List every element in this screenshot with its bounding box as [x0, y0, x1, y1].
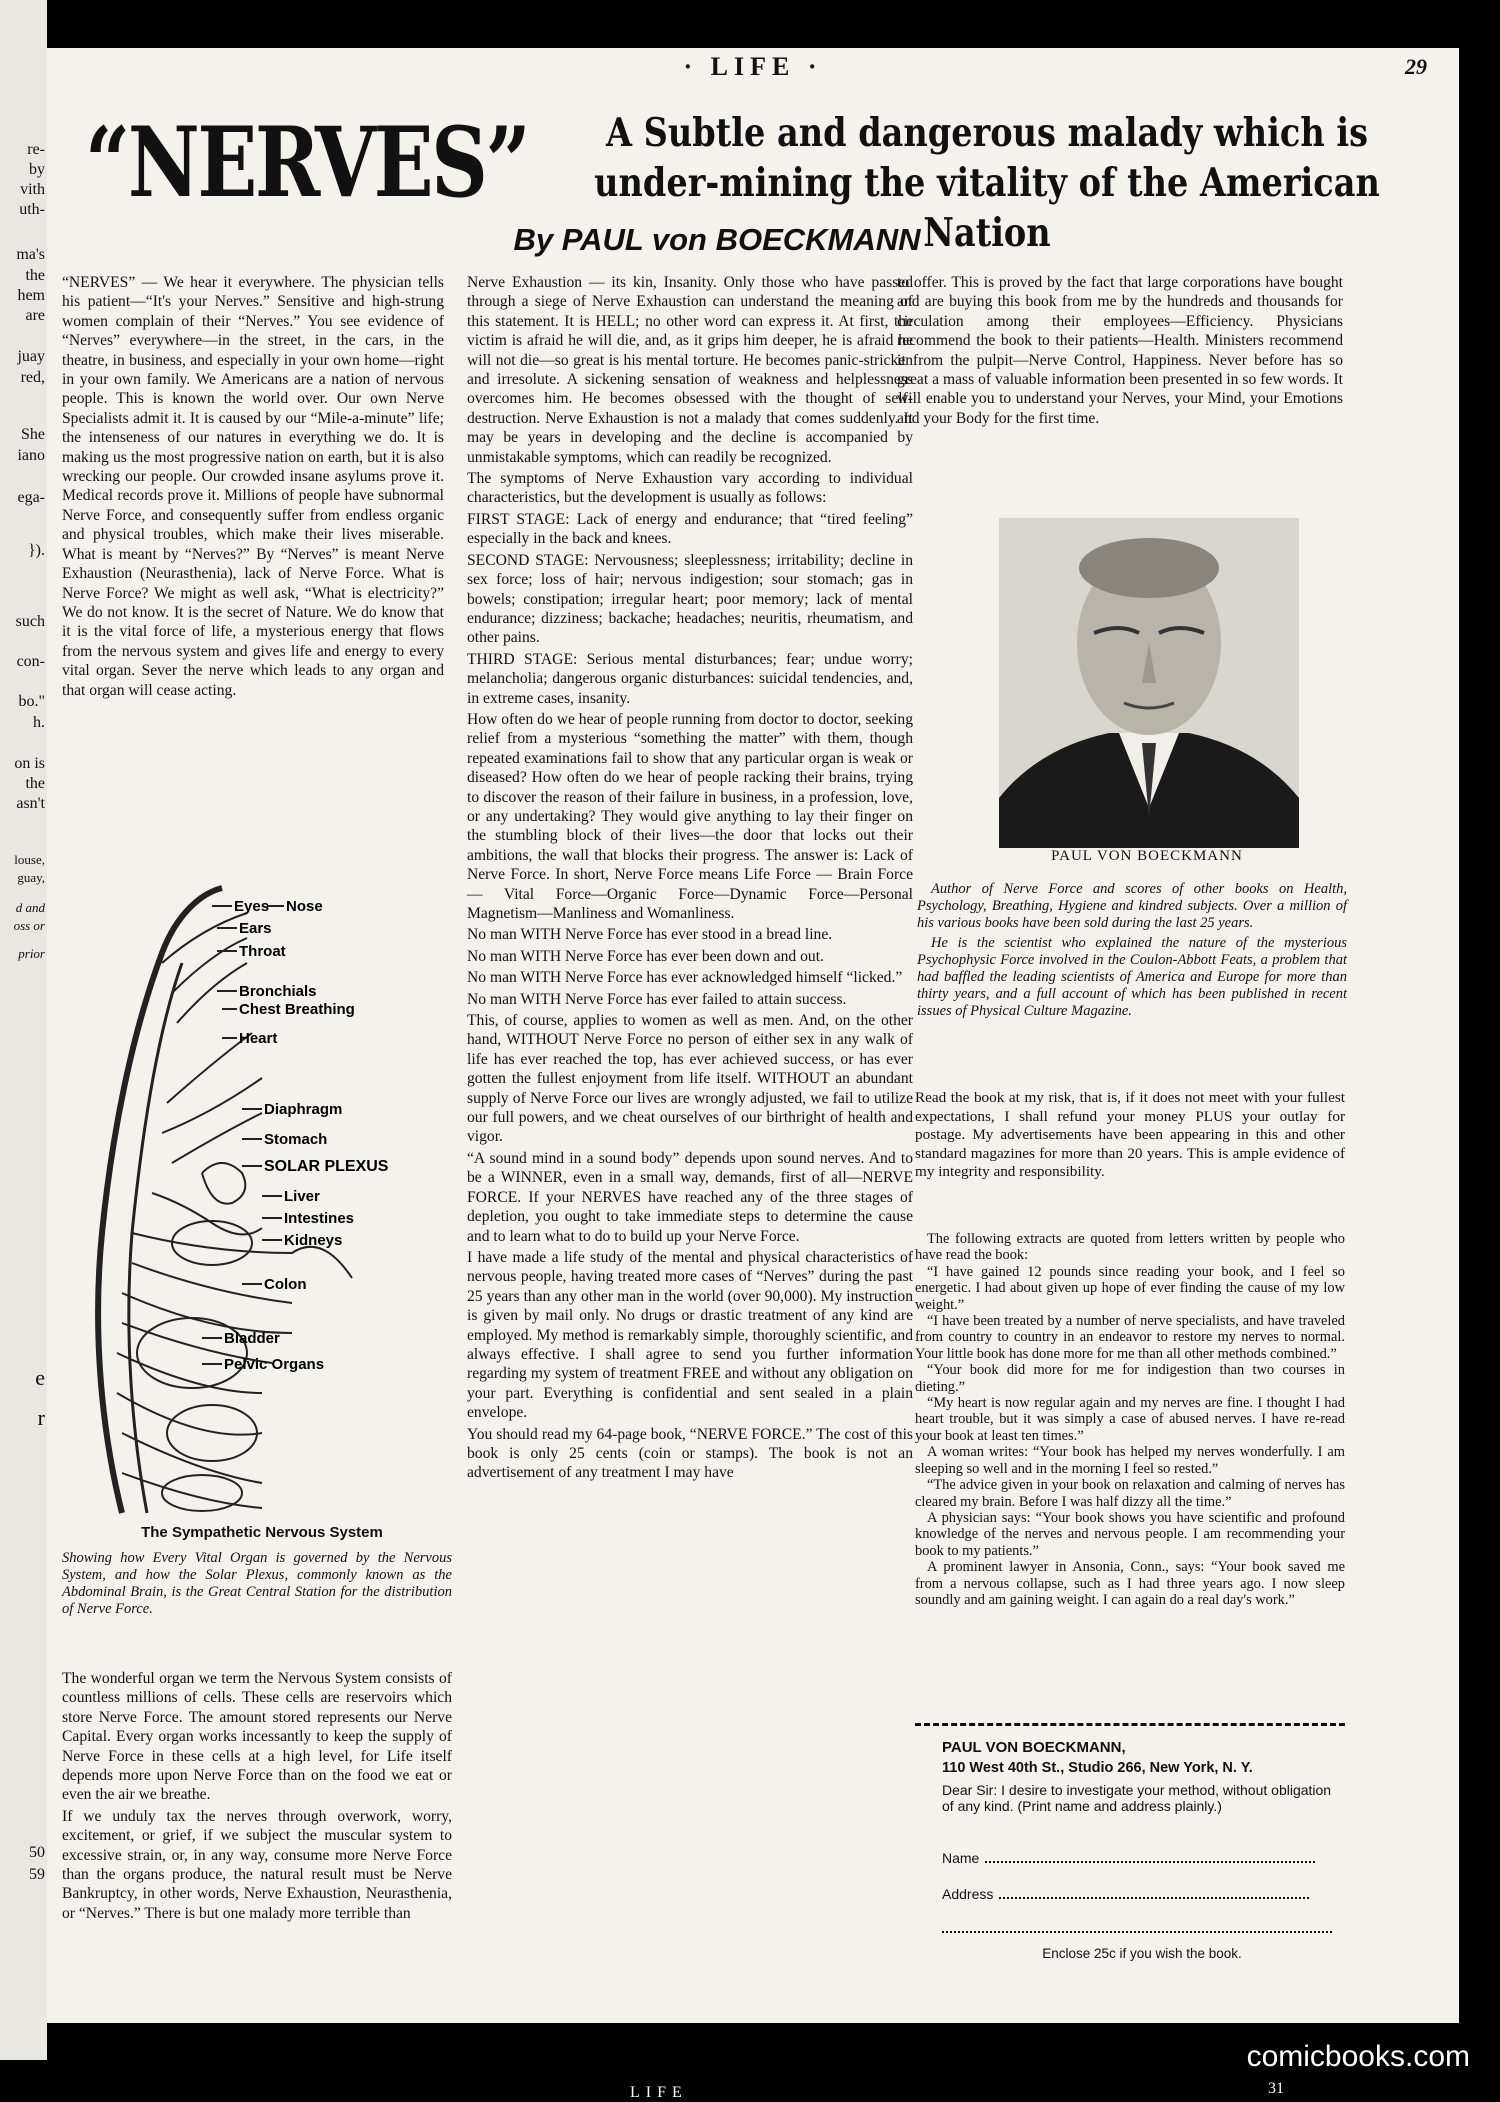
prev-fragment: vith	[20, 181, 45, 198]
paragraph: Read the book at my risk, that is, if it does not meet with your fullest expectations, I shall refund your money PLUS your outlay for postage. My advertisements have been appearing in this and other standard magazines for more than 20 years. This is ample evidence of my integrity and responsibility.	[915, 1089, 1345, 1181]
diagram-label: Bladder	[224, 1330, 280, 1347]
coupon-extra-line	[942, 1920, 1332, 1936]
column-3	[897, 273, 1343, 430]
diagram-caption: Showing how Every Vital Organ is governed by the Nervous System, and how the Solar Plexus, commonly known as the Abdominal Brain, is the Great Central Station for the distribution of Nerve Force.	[62, 1550, 452, 1617]
name-blank-line	[985, 1861, 1315, 1863]
prev-fragment: 59	[29, 1866, 45, 1883]
prev-fragment: asn't	[16, 795, 45, 812]
next-page-head: LIFE	[630, 2084, 688, 2101]
prev-fragment: ma's	[16, 246, 45, 263]
coupon-body: Dear Sir: I desire to investigate your method, without obligation of any kind. (Print name and address plainly.)	[942, 1782, 1332, 1814]
testimonial: “My heart is now regular again and my nerves are fine. I thought I had heart trouble, but it was simply a case of abused nerves. I have re-read your book at least ten times.”	[915, 1395, 1345, 1444]
testimonial: “The advice given in your book on relaxation and calming of nerves has cleared my brain. Before I was half dizzy all the time.”	[915, 1477, 1345, 1510]
column-1-intro	[62, 273, 444, 702]
prev-fragment: iano	[17, 447, 45, 464]
testimonial: The following extracts are quoted from letters written by people who have read the book:	[915, 1231, 1345, 1264]
prev-fragment: the	[25, 775, 45, 792]
paragraph: The symptoms of Nerve Exhaustion vary according to individual characteristics, but the development is usually as follows:	[467, 470, 913, 507]
coupon-enclose-note: Enclose 25c if you wish the book.	[1042, 1946, 1242, 1961]
diagram-label: Throat	[239, 943, 286, 960]
prev-fragment: on is	[14, 755, 45, 772]
column-2	[467, 273, 913, 1485]
coupon-address: 110 West 40th St., Studio 266, New York, N. Y.	[942, 1760, 1253, 1776]
prev-fragment: by	[29, 161, 45, 178]
diagram-label: Ears	[239, 920, 272, 937]
prev-fragment: guay,	[17, 870, 45, 885]
diagram-label: Pelvic Organs	[224, 1356, 325, 1373]
portrait-label: PAUL VON BOECKMANN	[1051, 848, 1243, 864]
prev-fragment: ega-	[17, 489, 45, 506]
prev-fragment: h.	[33, 714, 45, 731]
paragraph: to offer. This is proved by the fact that large corporations have bought and are buying this book from me by the hundreds and thousands for circulation among their employees—Efficiency. Physicians recommend the book to their patients—Health. Ministers recommend it from the pulpit—Nerve Control, Happiness. Never before has so great a mass of valuable information been presented in so few words. It will enable you to understand your Nerves, your Mind, your Emotions and your Body for the first time.	[897, 274, 1343, 427]
coupon-name-label: Name	[942, 1850, 980, 1866]
paragraph: I have made a life study of the mental and physical characteristics of nervous people, having treated more cases of “Nerves” during the past 25 years than any other man in the world (over 90,000). My instruction is given by mail only. No drugs or drastic treatment of any kind are employed. My method is remarkably simple, thoroughly scientific, and always effective. I shall agree to send you further information regarding my system of treatment FREE and without any obligation on your part. Everything is confidential and sent sealed in a plain envelope.	[467, 1248, 913, 1422]
subtitle: A Subtle and dangerous malady which is under-mining the vitality of the American Nation	[594, 110, 1380, 256]
prev-fragment: e	[35, 1365, 45, 1390]
prev-fragment: hem	[17, 287, 45, 304]
diagram-label: Bronchials	[239, 983, 317, 1000]
coupon-name-field	[942, 1850, 1315, 1866]
coupon-address-label: Address	[942, 1886, 994, 1902]
prev-fragment: }).	[27, 542, 45, 559]
running-head: · LIFE ·	[683, 52, 823, 81]
prev-fragment: the	[25, 267, 45, 284]
paragraph: How often do we hear of people running from doctor to doctor, seeking relief from a mysterious “something the matter” with them, though repeated examinations fail to show that any particular organ is weak or diseased? How often do we hear of people racking their brains, trying to discover the reason of their failure in business, in a profession, love, or any undertaking? They would give anything to lay their finger on the stumbling block of their lives—the door that locks out their ambitions, the wall that blocks their progress. The answer is: Lack of Nerve Force. In short, Nerve Force means Life Force — Brain Force — Vital Force—Organic Force—Dynamic Force—Personal Magnetism—Manliness and Womanliness.	[467, 710, 913, 922]
paragraph: FIRST STAGE: Lack of energy and endurance; that “tired feeling” especially in the back and knees.	[467, 510, 913, 548]
paragraph: No man WITH Nerve Force has ever been down and out.	[467, 947, 824, 965]
paragraph: SECOND STAGE: Nervousness; sleeplessness; irritability; decline in sex force; loss of hair; nervous indigestion; sour stomach; gas in bowels; constipation; irregular heart; poor memory; lack of mental endurance; dizziness; backache; headaches; neuritis, rheumatism, and other pains.	[467, 551, 913, 647]
paragraph: If we unduly tax the nerves through overwork, worry, excitement, or grief, if we subject the muscular system to excessive strain, or, in any way, consume more Nerve Force than the organs produce, the natural result must be Nerve Bankruptcy, in other words, Nerve Exhaustion, Neurasthenia, or “Nerves.” There is but one malady more terrible than	[62, 1807, 452, 1922]
testimonial: A prominent lawyer in Ansonia, Conn., says: “Your book saved me from a nervous collapse, such as I had three years ago. I now sleep soundly and am gaining weight. I can again do a real day's work.”	[915, 1559, 1345, 1608]
diagram-label: Heart	[239, 1030, 278, 1047]
prev-fragment: red,	[20, 369, 45, 386]
author-portrait	[999, 518, 1299, 848]
prev-fragment: r	[37, 1405, 45, 1430]
testimonial: “I have gained 12 pounds since reading your book, and I feel so energetic. I had about given up hope of ever finding the cause of my low weight.”	[915, 1263, 1345, 1313]
prev-fragment: prior	[18, 946, 45, 961]
address-blank-line	[999, 1897, 1309, 1899]
diagram-label: Kidneys	[284, 1232, 343, 1249]
watermark: comicbooks.com	[1246, 2040, 1470, 2073]
diagram-label: Nose	[286, 898, 323, 915]
paragraph: No man WITH Nerve Force has ever acknowledged himself “licked.”	[467, 969, 903, 987]
paragraph: You should read my 64-page book, “NERVE FORCE.” The cost of this book is only 25 cents (coin or stamps). The book is not an advertisement of any treatment I may have	[467, 1425, 913, 1482]
column-1-continued	[62, 1669, 452, 1925]
prev-fragment: oss or	[13, 918, 45, 933]
testimonial: A physician says: “Your book shows you have scientific and profound knowledge of the nerves and nervous people. I am recommending your book to my patients.”	[915, 1509, 1345, 1559]
paragraph: THIRD STAGE: Serious mental disturbances; fear; undue worry; melancholia; dangerous organic disturbances: suicidal tendencies, and, in extreme cases, insanity.	[467, 650, 913, 707]
column-3-offer	[915, 1089, 1345, 1184]
paragraph: Author of Nerve Force and scores of other books on Health, Psychology, Breathing, Hygiene and kindred subjects. Over a million of his various books have been sold during the last 25 years.	[917, 881, 1347, 931]
paragraph: He is the scientist who explained the nature of the mysterious Psychophysic Force involved in the Coulon-Abbott Feats, a problem that had baffled the leading scientists of America and Europe for more than thirty years, and a full account of which has been published in recent issues of Physical Culture Magazine.	[917, 935, 1347, 1019]
prev-fragment: are	[25, 307, 45, 324]
diagram-title: The Sympathetic Nervous System	[141, 1524, 383, 1541]
prev-fragment: juay	[17, 348, 45, 365]
coupon-recipient: PAUL VON BOECKMANN,	[942, 1739, 1126, 1756]
diagram-label: Colon	[264, 1276, 307, 1293]
testimonials	[915, 1231, 1345, 1608]
magazine-page	[47, 48, 1459, 2023]
diagram-label: Intestines	[284, 1210, 355, 1227]
prev-fragment: 50	[29, 1844, 45, 1861]
paragraph: No man WITH Nerve Force has ever failed to attain success.	[467, 990, 847, 1008]
paragraph: No man WITH Nerve Force has ever stood in a bread line.	[467, 926, 833, 944]
extra-blank-line	[942, 1931, 1332, 1933]
diagram-label: SOLAR PLEXUS	[264, 1158, 389, 1175]
coupon-cut-line	[915, 1723, 1345, 1726]
prev-fragment: bo."	[18, 693, 45, 710]
paragraph: The wonderful organ we term the Nervous System consists of countless millions of cells. These cells are reservoirs which store Nerve Force. The amount stored represents our Nerve Capital. Every organ works incessantly to keep the supply of Nerve Force in these cells at a high level, for Life itself depends more upon Nerve Force than on the food we eat or even the air we breathe.	[62, 1670, 452, 1804]
prev-fragment: She	[21, 426, 45, 443]
diagram-label: Diaphragm	[264, 1101, 343, 1118]
testimonial: “I have been treated by a number of nerve specialists, and have traveled from country to country in an endeavor to restore my nerves to normal. Your little book has done more for me than all other methods combined.”	[915, 1313, 1345, 1362]
diagram-illustration	[62, 833, 462, 1523]
coupon-address-field	[942, 1886, 1309, 1902]
byline: By PAUL von BOECKMANN	[513, 222, 921, 257]
paragraph: Nerve Exhaustion — its kin, Insanity. Only those who have passed through a siege of Nerve Exhaustion can understand the meaning of this statement. It is HELL; no other word can express it. At first, the victim is afraid he will die, and, as it grips him deeper, he is afraid he will not die—so great is his mental torture. He becomes panic-stricken and irresolute. A sickening sensation of weakness and helplessness overcomes him. He becomes obsessed with the thought of self-destruction. Nerve Exhaustion is not a malady that comes suddenly. It may be years in developing and the decline is accompanied by unmistakable symptoms, which can readily be recognized.	[467, 274, 913, 466]
nervous-system-diagram	[62, 833, 462, 1523]
page-number: 29	[1405, 54, 1427, 79]
testimonial: “Your book did more for me for indigestion than two courses in dieting.”	[915, 1362, 1345, 1395]
diagram-label: Stomach	[264, 1131, 328, 1148]
prev-fragment: louse,	[14, 852, 45, 867]
paragraph: “NERVES” — We hear it everywhere. The physician tells his patient—“It's your Nerves.” Sensitive and high-strung women complain of their “Nerves.” You see evidence of “Nerves” everywhere—in the street, in the cars, in the theatre, in business, and especially in your own home—right in your own family. We Americans are a nation of nervous people. This is known the world over. Our own Nerve Specialists admit it. It is caused by our “Mile-a-minute” life; the intenseness of our natures in everything we do. It is making us the most progressive nation on earth, but it is also wrecking our people. Our crowded insane asylums prove it. Medical records prove it. Millions of people have subnormal Nerve Force, and consequently suffer from endless organic and physical troubles, which make their lives miserable. What is meant by “Nerves?” By “Nerves” is meant Nerve Exhaustion (Neurasthenia), lack of Nerve Force. What is Nerve Force? We might as well ask, “What is electricity?” We do not know. It is the secret of Nature. We do know that it is the vital force of life, a mysterious energy that flows from the nervous system and gives life and energy to every vital organ. Sever the nerve which leads to any organ and that organ will cease acting.	[62, 274, 444, 699]
headline: “NERVES”	[85, 106, 529, 219]
diagram-label: Eyes	[234, 898, 270, 915]
diagram-label: Liver	[284, 1188, 320, 1205]
portrait-image	[999, 518, 1299, 848]
prev-fragment: re-	[27, 141, 45, 158]
testimonial: A woman writes: “Your book has helped my nerves wonderfully. I am sleeping so well and in the morning I feel so rested.”	[915, 1444, 1345, 1477]
paragraph: “A sound mind in a sound body” depends upon sound nerves. And to be a WINNER, even in a small way, demands, first of all—NERVE FORCE. If your NERVES have reached any of the three stages of depletion, you ought to take immediate steps to determine the cause and to learn what to do to build up your Nerve Force.	[467, 1149, 913, 1245]
paragraph: This, of course, applies to women as well as men. And, on the other hand, WITHOUT Nerve Force no person of either sex in any walk of life has ever reached the top, has ever achieved success, or has ever gotten the fullest enjoyment from life itself. WITHOUT an abundant supply of Nerve Force our lives are wrongly adjusted, we fail to utilize our full powers, and we cheat ourselves of our birthright of health and vigor.	[467, 1012, 913, 1146]
next-page-number: 31	[1268, 2080, 1284, 2097]
diagram-label: Chest Breathing	[239, 1001, 355, 1018]
author-note	[917, 881, 1347, 1023]
prev-fragment: uth-	[19, 201, 45, 218]
prev-fragment: con-	[16, 653, 45, 670]
prev-fragment: d and	[15, 900, 45, 915]
previous-page-strip	[0, 0, 47, 2060]
prev-fragment: such	[15, 613, 45, 630]
